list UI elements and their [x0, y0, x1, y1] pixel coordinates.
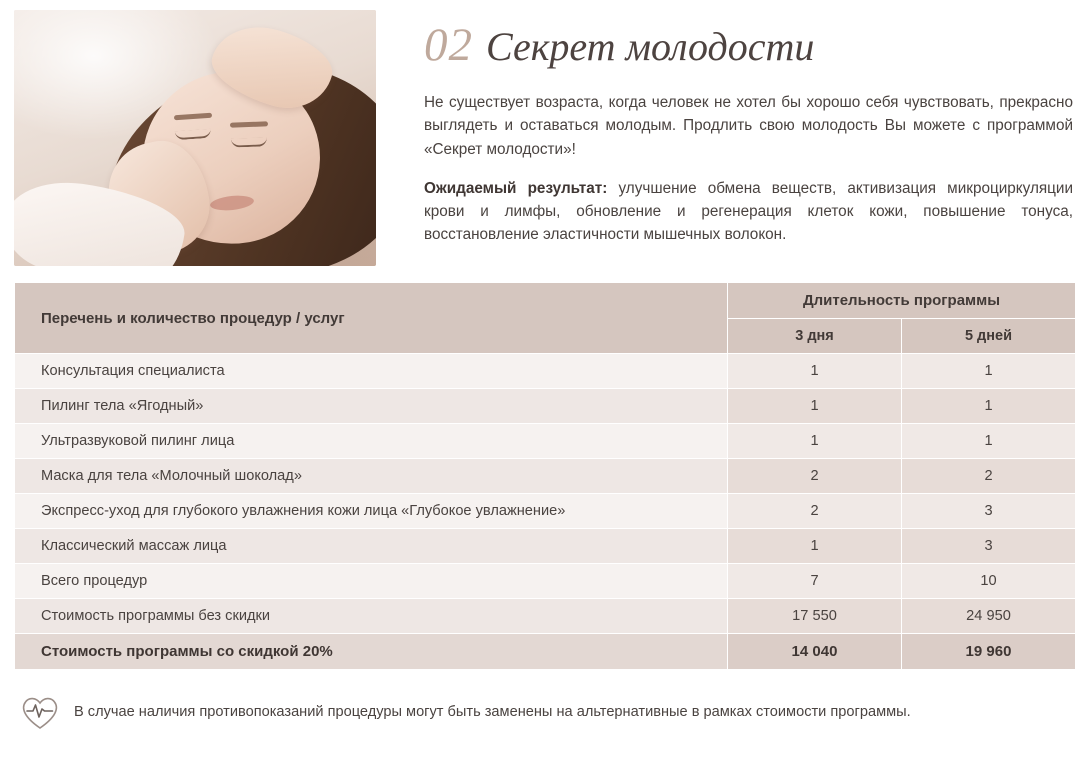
- table-row: [15, 529, 1076, 564]
- program-table-wrapper: [0, 266, 1091, 670]
- header-services: Перечень и количество процедур / услуг: [15, 283, 728, 354]
- page-title: [424, 19, 1073, 71]
- header-5-days: 5 дней: [902, 319, 1076, 354]
- row-service-name: Экспресс-уход для глубокого увлажнения кожи лица «Глубокое увлажнение»: [15, 494, 728, 529]
- header-duration: Длительность программы: [728, 283, 1076, 319]
- row-value-5days: 1: [902, 389, 1076, 424]
- total-label: Стоимость программы со скидкой 20%: [15, 634, 728, 670]
- facial-massage-photo: [14, 10, 376, 266]
- intro-block: [376, 10, 1073, 263]
- header-3-days: 3 дня: [728, 319, 902, 354]
- row-value-3days: 1: [728, 389, 902, 424]
- table-row: [15, 354, 1076, 389]
- top-section: [0, 0, 1091, 266]
- row-value-3days: 1: [728, 424, 902, 459]
- table-row: [15, 459, 1076, 494]
- row-service-name: Ультразвуковой пилинг лица: [15, 424, 728, 459]
- table-row: [15, 599, 1076, 634]
- table-body: [15, 354, 1076, 670]
- row-service-name: Консультация специалиста: [15, 354, 728, 389]
- row-value-5days: 1: [902, 424, 1076, 459]
- table-row: [15, 564, 1076, 599]
- row-service-name: Маска для тела «Молочный шоколад»: [15, 459, 728, 494]
- total-value-5days: 19 960: [902, 634, 1076, 670]
- footnote: [0, 670, 1091, 734]
- row-value-3days: 2: [728, 494, 902, 529]
- table-row: [15, 424, 1076, 459]
- row-value-3days: 1: [728, 529, 902, 564]
- row-value-3days: 17 550: [728, 599, 902, 634]
- row-service-name: Стоимость программы без скидки: [15, 599, 728, 634]
- footnote-text: В случае наличия противопоказаний процедуры могут быть заменены на альтернативные в рамках стоимости программы.: [74, 703, 911, 720]
- intro-paragraph: Не существует возраста, когда человек не хотел бы хорошо себя чувствовать, прекрасно выглядеть и оставаться молодым. Продлить свою молодость Вы можете с программой «Секрет молодости»!: [424, 94, 1073, 158]
- row-value-3days: 2: [728, 459, 902, 494]
- row-value-3days: 7: [728, 564, 902, 599]
- row-value-3days: 1: [728, 354, 902, 389]
- row-service-name: Всего процедур: [15, 564, 728, 599]
- expected-result-label: Ожидаемый результат:: [424, 179, 608, 197]
- heart-pulse-icon: [18, 690, 62, 734]
- row-value-5days: 1: [902, 354, 1076, 389]
- table-row: [15, 494, 1076, 529]
- table-row-total: [15, 634, 1076, 670]
- expected-result-paragraph: [424, 177, 1073, 247]
- expected-result-text: улучшение обмена веществ, активизация микроциркуляции крови и лимфы, обновление и регенерация клеток кожи, повышение тонуса, восстановление эластичности мышечных волокон.: [424, 179, 1074, 244]
- section-number: 02: [424, 19, 473, 71]
- row-value-5days: 10: [902, 564, 1076, 599]
- section-title: Секрет молодости: [486, 24, 815, 69]
- row-service-name: Классический массаж лица: [15, 529, 728, 564]
- table-row: [15, 389, 1076, 424]
- total-value-3days: 14 040: [728, 634, 902, 670]
- row-service-name: Пилинг тела «Ягодный»: [15, 389, 728, 424]
- table-header-row-1: [15, 283, 1076, 319]
- row-value-5days: 2: [902, 459, 1076, 494]
- row-value-5days: 3: [902, 494, 1076, 529]
- row-value-5days: 24 950: [902, 599, 1076, 634]
- row-value-5days: 3: [902, 529, 1076, 564]
- table-head: [15, 283, 1076, 354]
- program-table: [14, 282, 1076, 670]
